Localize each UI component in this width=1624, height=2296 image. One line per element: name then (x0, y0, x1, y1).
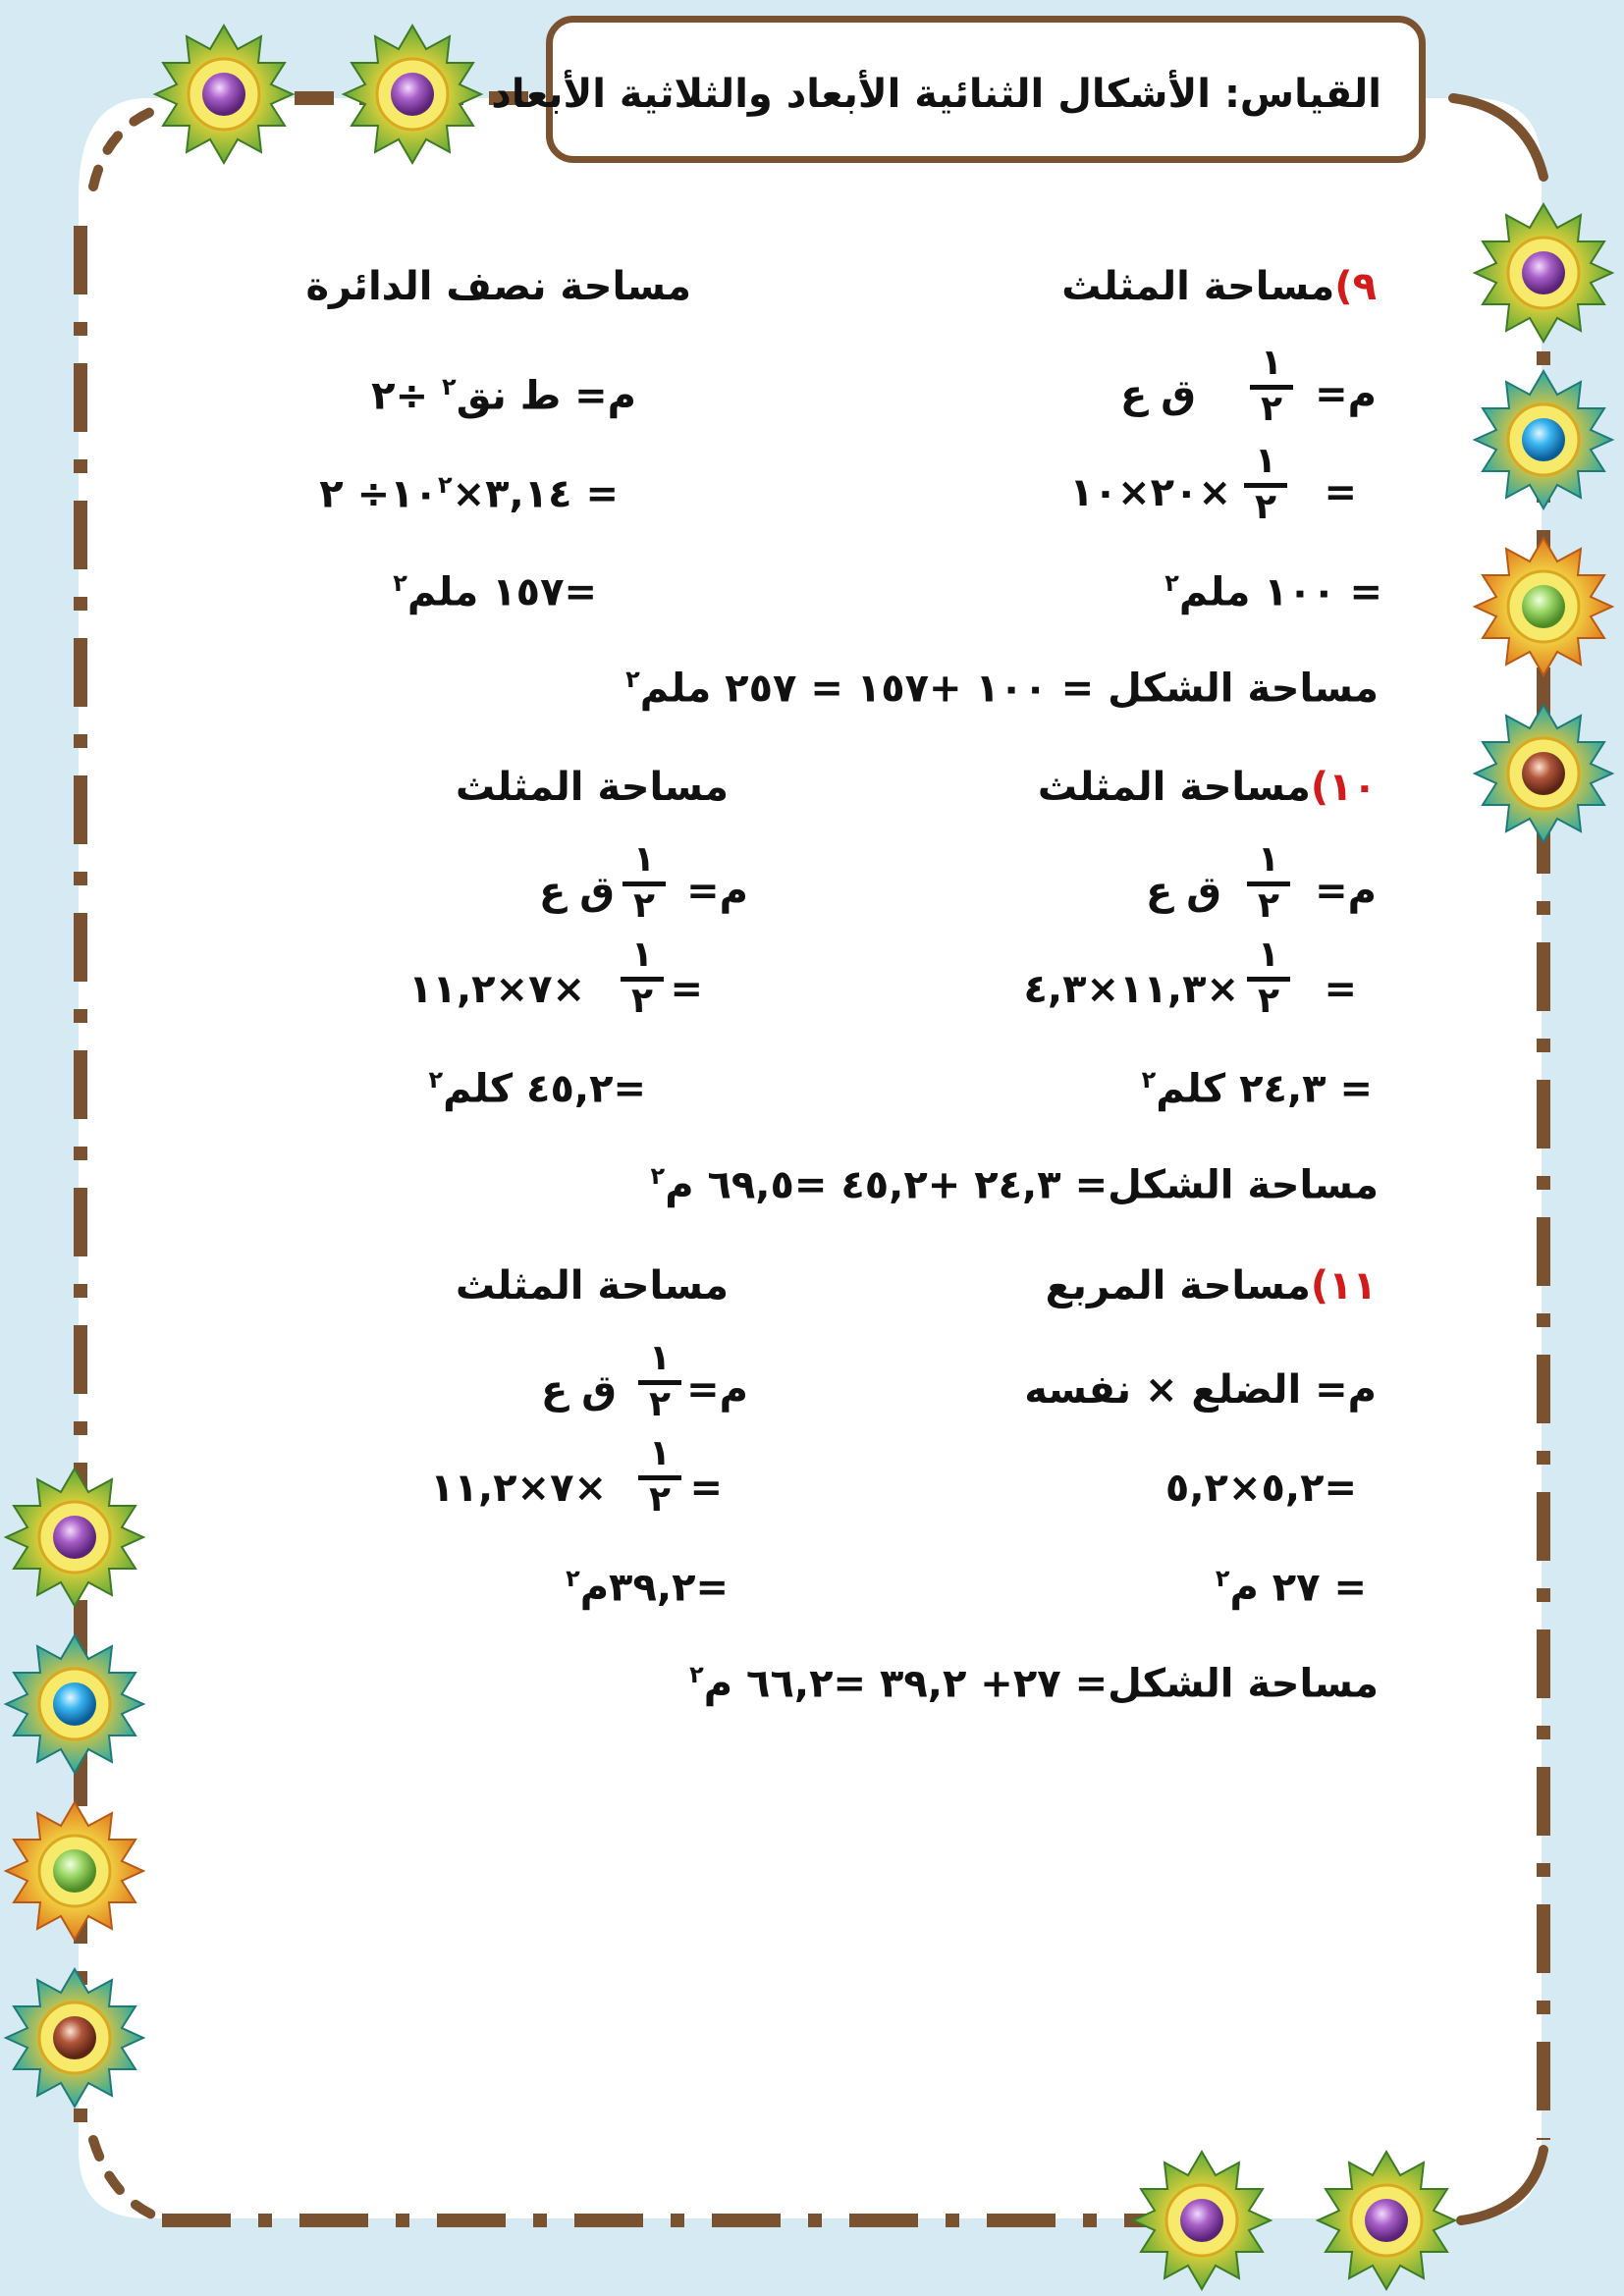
q10-l1-lhs: م= (686, 869, 748, 914)
q11-left-heading: مساحة المثلث (455, 1263, 729, 1308)
fraction-half: ١ ٢ (1244, 444, 1287, 525)
q10-l1-rhs: ق ع (538, 869, 615, 914)
q11-l2-rhs: ×٧×١١,٢ (430, 1466, 607, 1511)
q11-l2-lhs: = (689, 1466, 723, 1511)
q9-r2-rhs: ×٢٠×١٠ (1069, 470, 1231, 515)
q10-left-heading: مساحة المثلث (455, 765, 729, 810)
q11-total: مساحة الشكل= ٢٧+ ٣٩,٢ =٦٦,٢ م$^٢$ (689, 1661, 1379, 1707)
q11-right-heading: ١١)مساحة المربع (1045, 1263, 1377, 1308)
q11-r3: = ٢٧ م$^٢$ (1215, 1565, 1367, 1611)
q10-l2-lhs: = (670, 967, 703, 1012)
fraction-half: ١ ٢ (623, 842, 666, 924)
q10-r1-lhs: م= (1315, 869, 1377, 914)
q9-r3: = ١٠٠ ملم$^٢$ (1164, 569, 1382, 615)
question-number: ١٠) (1310, 765, 1377, 810)
q9-left-heading: مساحة نصف الدائرة (305, 264, 691, 309)
q10-r2-lhs: = (1324, 967, 1357, 1012)
q10-total: مساحة الشكل= ٢٤,٣ +٤٥,٢ =٦٩,٥ م$^٢$ (650, 1162, 1379, 1208)
q9-l3: =١٥٧ ملم$^٢$ (393, 569, 597, 615)
q11-r1: م= الضلع × نفسه (1024, 1367, 1377, 1413)
question-number: ١١) (1310, 1263, 1377, 1308)
q9-total: مساحة الشكل = ١٠٠ +١٥٧ = ٢٥٧ ملم$^٢$ (625, 666, 1379, 712)
q9-r1-lhs: م= (1315, 372, 1377, 417)
title-box (491, 16, 1426, 163)
q10-r3: = ٢٤,٣ كلم$^٢$ (1141, 1066, 1373, 1112)
fraction-half: ١ ٢ (638, 1436, 681, 1518)
q11-l1-rhs: ق ع (540, 1367, 617, 1413)
q10-l2-rhs: ×٧×١١,٢ (408, 967, 585, 1012)
q9-r1-rhs: ق ع (1119, 372, 1196, 417)
q10-right-heading: ١٠)مساحة المثلث (1037, 765, 1377, 810)
q11-l1-lhs: م= (686, 1367, 748, 1413)
fraction-half: ١ ٢ (621, 937, 664, 1019)
q9-r2-lhs: = (1324, 470, 1357, 515)
q10-l3: =٤٥,٢ كلم$^٢$ (428, 1066, 646, 1112)
q9-l1: م= ط نق$^٢$ ÷٢ (371, 373, 636, 419)
page-title: القياس: الأشكال الثنائية الأبعاد والثلاثية الأبعاد (491, 72, 1381, 117)
fraction-half: ١ ٢ (638, 1341, 681, 1422)
q10-r2-rhs: ×١١,٣×٤,٣ (1023, 967, 1239, 1012)
q9-l2: = $٣,١٤\times ١٠^٢\div$ ٢ (319, 471, 619, 517)
q9-right-heading: ٩)مساحة المثلث (1061, 264, 1377, 309)
q10-r1-rhs: ق ع (1145, 869, 1221, 914)
fraction-half: ١ ٢ (1250, 346, 1293, 427)
q11-r2: =٥,٢×٥,٢ (1164, 1466, 1357, 1511)
fraction-half: ١ ٢ (1247, 842, 1290, 924)
fraction-half: ١ ٢ (1247, 937, 1290, 1019)
q11-l3: =٣٩,٢م$^٢$ (566, 1565, 729, 1611)
question-number: ٩) (1334, 264, 1377, 309)
